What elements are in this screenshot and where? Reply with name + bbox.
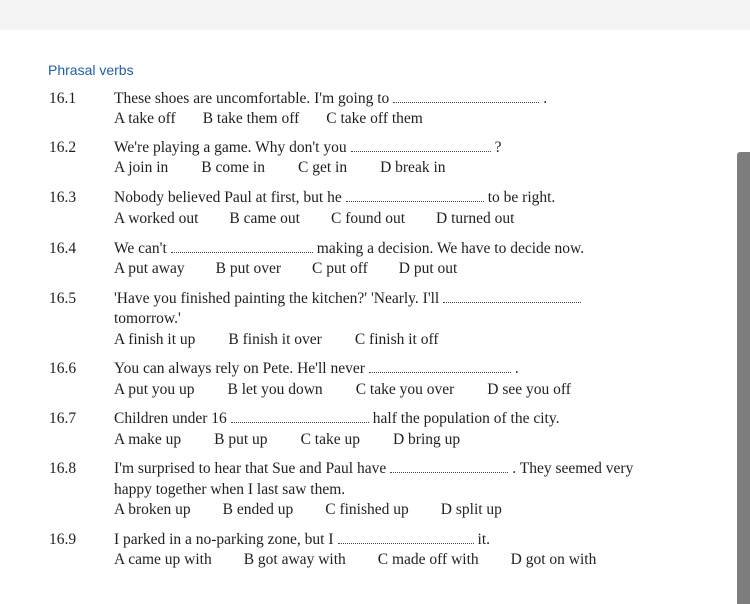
question-stem: Nobody believed Paul at first, but he — [114, 189, 342, 206]
option-c[interactable]: C take you over — [355, 381, 455, 398]
scrollbar[interactable] — [737, 152, 750, 604]
question-number: 16.1 — [49, 90, 77, 107]
question-text — [114, 189, 555, 207]
question-stem: We can't — [114, 240, 167, 257]
question-text-continued: happy together when I last saw them. — [114, 481, 346, 498]
question-stem: We're playing a game. Why don't you — [114, 139, 347, 156]
question-text — [114, 90, 547, 108]
page-title: Phrasal verbs — [48, 62, 134, 78]
option-a[interactable]: A put you up — [114, 381, 195, 398]
question-stem: You can always rely on Pete. He'll never — [114, 360, 365, 377]
option-b[interactable]: B let you down — [227, 381, 323, 398]
option-b[interactable]: B take them off — [202, 110, 300, 127]
option-d[interactable]: D turned out — [436, 210, 515, 227]
question-end: . They seemed very — [512, 460, 634, 477]
option-d[interactable]: D got on with — [510, 551, 597, 568]
question-stem: Children under 16 — [114, 410, 227, 427]
question-end: making a decision. We have to decide now. — [316, 240, 585, 257]
option-c[interactable]: C take off them — [326, 110, 423, 127]
answer-blank[interactable] — [369, 360, 511, 373]
question-text — [114, 240, 584, 258]
option-c[interactable]: C made off with — [377, 551, 479, 568]
top-bar — [0, 0, 750, 30]
answer-blank[interactable] — [393, 90, 539, 103]
option-d[interactable]: D bring up — [392, 431, 461, 448]
option-c[interactable]: C get in — [297, 159, 348, 176]
option-b[interactable]: B got away with — [243, 551, 346, 568]
answer-blank[interactable] — [346, 189, 484, 202]
option-d[interactable]: D split up — [440, 501, 502, 518]
options-row — [114, 431, 460, 449]
question-text-continued: tomorrow.' — [114, 310, 181, 327]
question-end: . — [514, 360, 519, 377]
option-c[interactable]: C take up — [300, 431, 360, 448]
option-c[interactable]: C finished up — [325, 501, 409, 518]
option-a[interactable]: A finish it up — [114, 331, 196, 348]
option-d[interactable]: D break in — [380, 159, 446, 176]
option-a[interactable]: A broken up — [114, 501, 191, 518]
option-c[interactable]: C put off — [312, 260, 368, 277]
option-b[interactable]: B put over — [215, 260, 282, 277]
question-number: 16.2 — [49, 139, 77, 156]
question-number: 16.5 — [49, 290, 77, 307]
option-a[interactable]: A join in — [114, 159, 169, 176]
question-text — [114, 531, 490, 549]
question-number: 16.3 — [49, 189, 77, 206]
question-stem: I parked in a no-parking zone, but I — [114, 531, 334, 548]
option-c[interactable]: C found out — [330, 210, 406, 227]
option-c[interactable]: C finish it off — [354, 331, 439, 348]
question-stem: 'Have you finished painting the kitchen?' 'Nearly. I'll — [114, 290, 440, 307]
option-a[interactable]: A came up with — [114, 551, 212, 568]
answer-blank[interactable] — [443, 290, 581, 303]
answer-blank[interactable] — [171, 240, 313, 253]
question-text — [114, 460, 633, 478]
question-text — [114, 290, 585, 308]
question-number: 16.6 — [49, 360, 77, 377]
question-number: 16.9 — [49, 531, 77, 548]
question-end: . — [543, 90, 548, 107]
question-end: to be right. — [487, 189, 556, 206]
option-a[interactable]: A take off — [114, 110, 176, 127]
question-text — [114, 410, 559, 428]
option-b[interactable]: B come in — [201, 159, 265, 176]
question-number: 16.4 — [49, 240, 77, 257]
option-d[interactable]: D see you off — [487, 381, 571, 398]
options-row — [114, 331, 439, 349]
options-row — [114, 551, 596, 569]
question-stem: These shoes are uncomfortable. I'm going to — [114, 90, 390, 107]
option-a[interactable]: A worked out — [114, 210, 199, 227]
question-text — [114, 360, 519, 378]
option-b[interactable]: B came out — [229, 210, 300, 227]
options-row — [114, 501, 502, 519]
question-text — [114, 139, 502, 157]
question-number: 16.7 — [49, 410, 77, 427]
answer-blank[interactable] — [351, 139, 491, 152]
option-d[interactable]: D put out — [398, 260, 458, 277]
options-row — [114, 210, 514, 228]
options-row — [114, 260, 457, 278]
option-a[interactable]: A put away — [114, 260, 185, 277]
question-end: it. — [477, 531, 491, 548]
option-a[interactable]: A make up — [114, 431, 182, 448]
question-stem: I'm surprised to hear that Sue and Paul have — [114, 460, 387, 477]
answer-blank[interactable] — [338, 531, 474, 544]
answer-blank[interactable] — [390, 460, 508, 473]
option-b[interactable]: B ended up — [222, 501, 294, 518]
answer-blank[interactable] — [231, 410, 369, 423]
question-end: half the population of the city. — [372, 410, 560, 427]
option-b[interactable]: B put up — [214, 431, 268, 448]
options-row — [114, 159, 446, 177]
question-end: ? — [494, 139, 502, 156]
options-row — [114, 381, 571, 399]
question-number: 16.8 — [49, 460, 77, 477]
option-b[interactable]: B finish it over — [228, 331, 322, 348]
options-row — [114, 110, 423, 128]
